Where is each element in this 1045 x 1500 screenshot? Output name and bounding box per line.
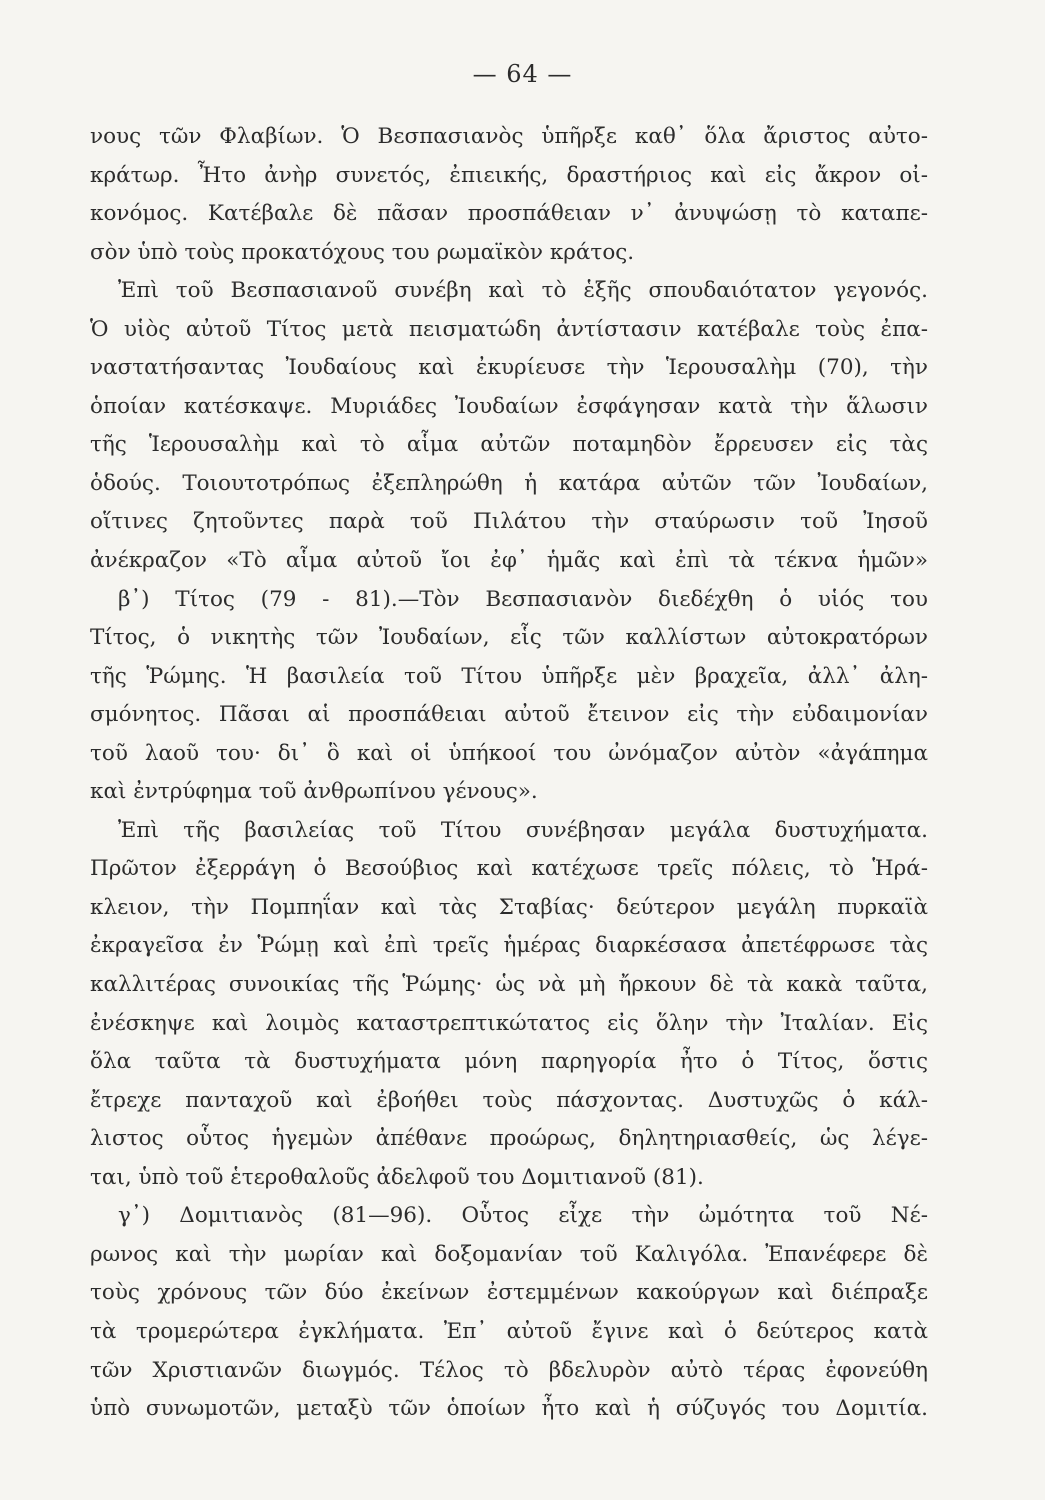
text-line: ναστατήσαντας Ἰουδαίους καὶ ἐκυρίευσε τὴν Ἱερουσαλὴμ (70), τὴν [90, 355, 928, 381]
text-line: γ᾽) Δομιτιανὸς (81—96). Οὗτος εἶχε τὴν ὠμότητα τοῦ Νέ- [118, 1203, 928, 1229]
text-line: ρωνος καὶ τὴν μωρίαν καὶ δοξομανίαν τοῦ Καλιγόλα. Ἐπανέφερε δὲ [90, 1241, 928, 1267]
text-line: τῆς Ἱερουσαλὴμ καὶ τὸ αἷμα αὐτῶν ποταμηδὸν ἔρρευσεν εἰς τὰς [90, 432, 928, 458]
text-line: ἐκραγεῖσα ἐν Ῥώμῃ καὶ ἐπὶ τρεῖς ἡμέρας διαρκέσασα ἀπετέφρωσε τὰς [90, 933, 928, 959]
text-line: τῶν Χριστιανῶν διωγμός. Τέλος τὸ βδελυρὸν αὐτὸ τέρας ἐφονεύθη [90, 1357, 928, 1383]
text-line: σὸν ὑπὸ τοὺς προκατόχους του ρωμαϊκὸν κράτος. [90, 239, 635, 265]
text-line: ὑπὸ συνωμοτῶν, μεταξὺ τῶν ὁποίων ἦτο καὶ ἡ σύζυγός του Δομιτία. [90, 1396, 928, 1422]
text-line: τῆς Ῥώμης. Ἡ βασιλεία τοῦ Τίτου ὑπῆρξε μὲν βραχεῖα, ἀλλ᾽ ἀλη- [90, 663, 928, 689]
text-line: κλειον, τὴν Πομπηΐαν καὶ τὰς Σταβίας· δεύτερον μεγάλη πυρκαϊὰ [90, 894, 928, 920]
text-line: Ἐπὶ τοῦ Βεσπασιανοῦ συνέβη καὶ τὸ ἑξῆς σπουδαιότατον γεγονός. [118, 278, 928, 304]
text-line: Ὁ υἱὸς αὐτοῦ Τίτος μετὰ πεισματώδη ἀντίστασιν κατέβαλε τοὺς ἐπα- [90, 316, 928, 342]
text-line: ται, ὑπὸ τοῦ ἑτεροθαλοῦς ἀδελφοῦ του Δομιτιανοῦ (81). [90, 1164, 704, 1190]
text-line: Ἐπὶ τῆς βασιλείας τοῦ Τίτου συνέβησαν μεγάλα δυστυχήματα. [118, 817, 928, 843]
text-line: Τίτος, ὁ νικητὴς τῶν Ἰουδαίων, εἷς τῶν καλλίστων αὐτοκρατόρων [90, 625, 928, 651]
text-line: ἐνέσκηψε καὶ λοιμὸς καταστρεπτικώτατος εἰς ὅλην τὴν Ἰταλίαν. Εἰς [90, 1010, 928, 1036]
body-text [90, 118, 928, 1429]
text-line: λιστος οὗτος ἡγεμὼν ἀπέθανε προώρως, δηλητηριασθείς, ὡς λέγε- [90, 1126, 928, 1152]
text-line: νους τῶν Φλαβίων. Ὁ Βεσπασιανὸς ὑπῆρξε καθ᾽ ὅλα ἄριστος αὐτο- [90, 124, 928, 149]
text-line: ὁποίαν κατέσκαψε. Μυριάδες Ἰουδαίων ἐσφάγησαν κατὰ τὴν ἅλωσιν [90, 393, 928, 419]
text-line: β᾽) Τίτος (79 - 81).—Τὸν Βεσπασιανὸν διεδέχθη ὁ υἱός του [118, 586, 928, 612]
text-line: σμόνητος. Πᾶσαι αἱ προσπάθειαι αὐτοῦ ἔτεινον εἰς τὴν εὐδαιμονίαν [90, 702, 928, 728]
text-line: τὰ τρομερώτερα ἐγκλήματα. Ἐπ᾽ αὐτοῦ ἔγινε καὶ ὁ δεύτερος κατὰ [90, 1318, 928, 1344]
text-line: κράτωρ. Ἦτο ἀνὴρ συνετός, ἐπιεικής, δραστήριος καὶ εἰς ἄκρον οἰ- [90, 162, 928, 188]
text-line: τοῦ λαοῦ του· δι᾽ ὃ καὶ οἱ ὑπήκοοί του ὠνόμαζον αὐτὸν «ἀγάπημα [90, 740, 928, 766]
page-number: — 64 — [472, 60, 573, 88]
text-line: ἔτρεχε πανταχοῦ καὶ ἐβοήθει τοὺς πάσχοντας. Δυστυχῶς ὁ κάλ- [90, 1087, 928, 1113]
text-line: ὁδούς. Τοιουτοτρόπως ἐξεπληρώθη ἡ κατάρα αὐτῶν τῶν Ἰουδαίων, [90, 470, 928, 496]
text-line: καλλιτέρας συνοικίας τῆς Ῥώμης· ὡς νὰ μὴ ἤρκουν δὲ τὰ κακὰ ταῦτα, [90, 972, 928, 998]
text-line: τοὺς χρόνους τῶν δύο ἐκείνων ἐστεμμένων κακούργων καὶ διέπραξε [90, 1280, 928, 1306]
text-line: κονόμος. Κατέβαλε δὲ πᾶσαν προσπάθειαν ν᾽ ἀνυψώσῃ τὸ καταπε- [90, 201, 928, 227]
text-line: οἵτινες ζητοῦντες παρὰ τοῦ Πιλάτου τὴν σταύρωσιν τοῦ Ἰησοῦ [90, 509, 928, 535]
text-line: Πρῶτον ἐξερράγη ὁ Βεσούβιος καὶ κατέχωσε τρεῖς πόλεις, τὸ Ἡρά- [90, 856, 928, 882]
text-line: ὅλα ταῦτα τὰ δυστυχήματα μόνη παρηγορία ἦτο ὁ Τίτος, ὅστις [90, 1049, 928, 1075]
text-line: ἀνέκραζον «Τὸ αἷμα αὐτοῦ ἴοι ἐφ᾽ ἡμᾶς καὶ ἐπὶ τὰ τέκνα ἡμῶν» [90, 548, 928, 574]
text-line: καὶ ἐντρύφημα τοῦ ἀνθρωπίνου γένους». [90, 779, 538, 805]
